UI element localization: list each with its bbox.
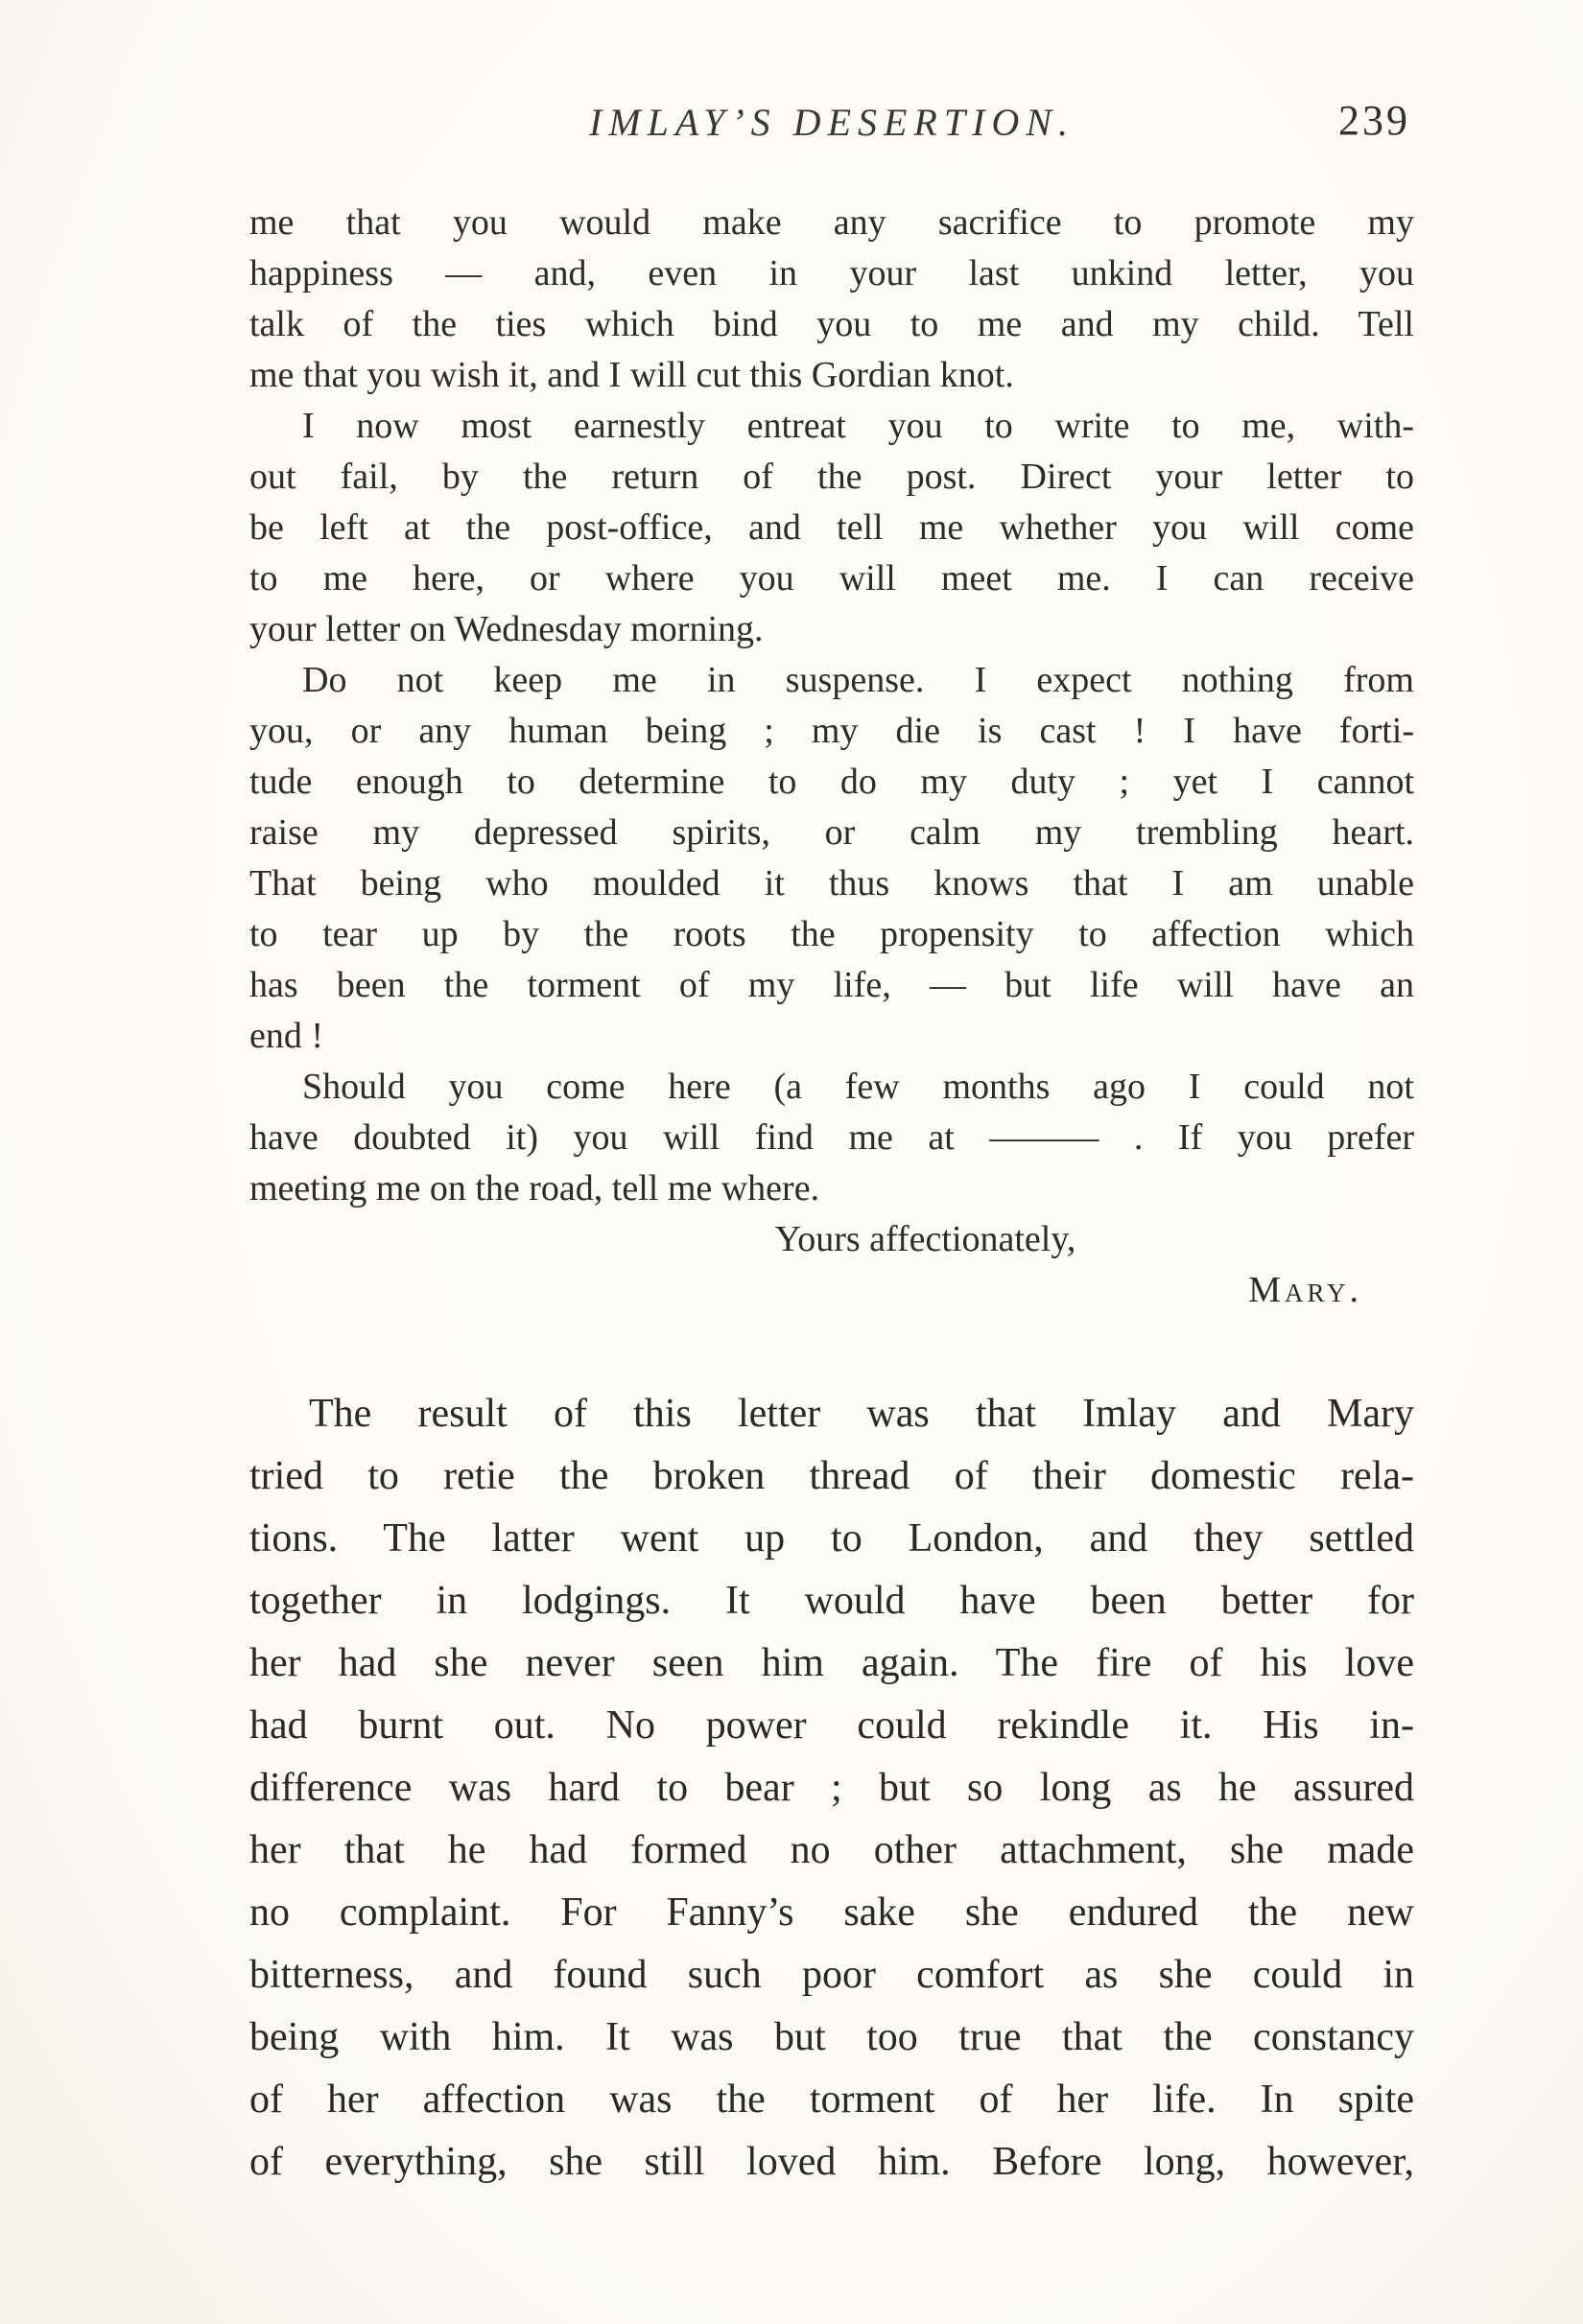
letter-line: Do not keep me in suspense. I expect nothing from	[302, 660, 1414, 700]
body-line: difference was hard to bear ; but so long as he assured	[249, 1766, 1414, 1810]
letter-line: happiness — and, even in your last unkind letter, you	[249, 253, 1414, 293]
body-line: of her affection was the torment of her life. In spite	[249, 2078, 1414, 2122]
letter-line: I now most earnestly entreat you to write to me, with-	[302, 406, 1414, 446]
letter-line: have doubted it) you will find me at ——— . If you prefer	[249, 1117, 1414, 1158]
letter-signature: Mary.	[1248, 1270, 1362, 1310]
narrative-block	[249, 1383, 1414, 2194]
running-title: IMLAY’S DESERTION.	[589, 101, 1075, 144]
letter-line: meeting me on the road, tell me where.	[249, 1168, 820, 1209]
body-line: tried to retie the broken thread of their domestic rela-	[249, 1454, 1414, 1498]
body-line: had burnt out. No power could rekindle it. His in-	[249, 1703, 1414, 1748]
letter-line: me that you would make any sacrifice to promote my	[249, 202, 1414, 243]
letter-line: to tear up by the roots the propensity to affection which	[249, 914, 1414, 954]
body-line: tions. The latter went up to London, and they settled	[249, 1516, 1414, 1561]
page-number: 239	[1338, 97, 1410, 144]
letter-closing: Yours affectionately,	[774, 1219, 1076, 1259]
body-line: her had she never seen him again. The fire of his love	[249, 1641, 1414, 1685]
letter-line: Should you come here (a few months ago I could not	[302, 1067, 1414, 1107]
body-line: of everything, she still loved him. Before long, however,	[249, 2140, 1414, 2184]
letter-line: be left at the post-office, and tell me whether you will come	[249, 507, 1414, 548]
letter-line: you, or any human being ; my die is cast ! I have forti-	[249, 711, 1414, 751]
letter-line: tude enough to determine to do my duty ; yet I cannot	[249, 762, 1414, 802]
letter-line: has been the torment of my life, — but life will have an	[249, 965, 1414, 1005]
body-line: bitterness, and found such poor comfort as she could in	[249, 1953, 1414, 1997]
body-line: The result of this letter was that Imlay and Mary	[309, 1392, 1414, 1436]
body-line: no complaint. For Fanny’s sake she endured the new	[249, 1890, 1414, 1935]
letter-line: out fail, by the return of the post. Direct your letter to	[249, 457, 1414, 497]
letter-line: me that you wish it, and I will cut this Gordian knot.	[249, 355, 1014, 395]
letter-line: your letter on Wednesday morning.	[249, 609, 764, 649]
letter-line: That being who moulded it thus knows that I am unable	[249, 863, 1414, 904]
body-line: together in lodgings. It would have been better for	[249, 1579, 1414, 1623]
letter-block	[249, 198, 1414, 1316]
page-header	[249, 97, 1414, 153]
letter-line: to me here, or where you will meet me. I can receive	[249, 558, 1414, 599]
letter-line: end !	[249, 1016, 324, 1056]
letter-line: raise my depressed spirits, or calm my trembling heart.	[249, 812, 1414, 853]
body-line: being with him. It was but too true that the constancy	[249, 2015, 1414, 2059]
letter-line: talk of the ties which bind you to me and my child. Tell	[249, 304, 1414, 344]
body-line: her that he had formed no other attachment, she made	[249, 1828, 1414, 1872]
